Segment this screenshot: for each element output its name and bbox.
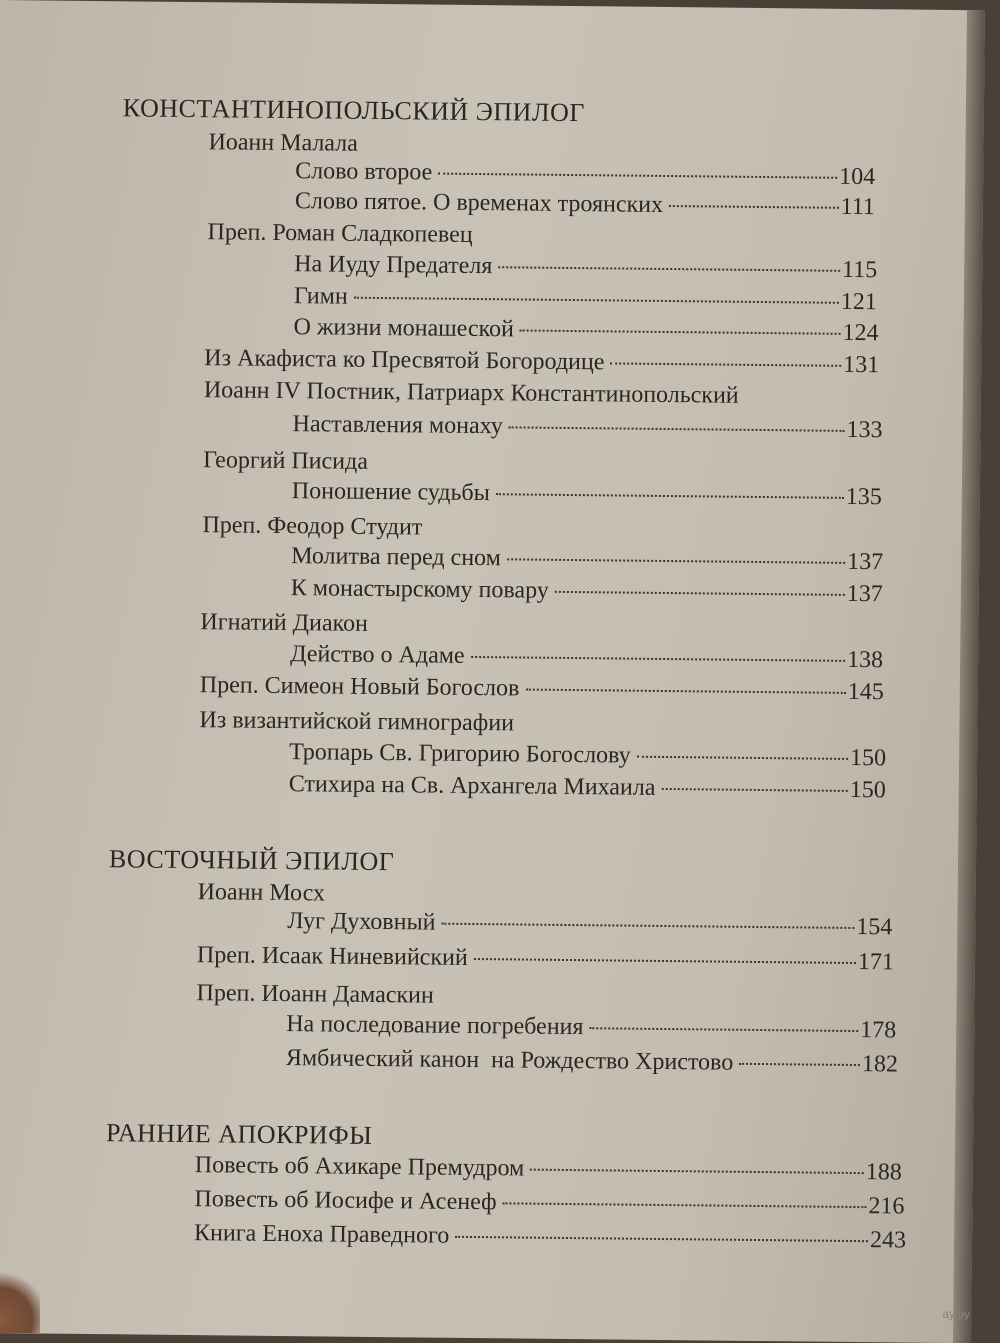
entry-title: Книга Еноха Праведного (194, 1220, 456, 1250)
entry-title: Поношение судьбы (292, 478, 496, 507)
dot-leader (455, 1236, 868, 1242)
entry-title: Повесть об Ахикаре Премудром (195, 1152, 531, 1183)
entry-page: 150 (848, 777, 886, 804)
entry-title: Гимн (294, 283, 354, 311)
dot-leader (525, 689, 845, 694)
entry-page: 135 (844, 484, 882, 511)
entry-page: 137 (845, 581, 883, 608)
entry-page: 188 (864, 1159, 902, 1186)
dot-leader (438, 173, 837, 179)
dot-leader (498, 266, 840, 272)
author-heading: Игнатий Диакон (200, 609, 368, 638)
dot-leader (637, 756, 848, 760)
entry-page: 131 (841, 352, 879, 379)
dot-leader (471, 656, 845, 662)
entry-title: Слово второе (295, 158, 438, 186)
toc-entry (194, 1186, 904, 1223)
toc-entry (286, 1045, 898, 1081)
entry-page: 243 (868, 1227, 906, 1254)
entry-page: 137 (845, 549, 883, 576)
section-heading: РАННИЕ АПОКРИФЫ (106, 1118, 373, 1151)
entry-title: Луг Духовный (287, 908, 441, 937)
toc-entry (197, 942, 894, 979)
section-heading: КОНСТАНТИНОПОЛЬСКИЙ ЭПИЛОГ (123, 93, 585, 128)
dot-leader (474, 958, 856, 964)
toc-entry (291, 575, 883, 611)
toc-entry (292, 411, 882, 447)
finger-thumb (0, 1270, 40, 1333)
author-heading: Иоанн Мосх (198, 879, 326, 907)
toc-entry (294, 283, 877, 319)
entry-title: Наставления монаху (292, 411, 508, 440)
author-heading: Преп. Роман Сладкопевец (207, 219, 472, 249)
toc-entry (289, 771, 886, 807)
entry-title: Действо о Адаме (290, 641, 471, 670)
toc-entry (291, 543, 883, 579)
dot-leader (520, 329, 841, 334)
entry-title: На Иуду Предателя (294, 251, 498, 280)
toc-entry (200, 672, 884, 709)
entry-title: Слово пятое. О временах троянских (295, 188, 669, 219)
entry-page: 154 (854, 914, 892, 941)
author-heading: Георгий Писида (203, 447, 368, 476)
entry-page: 138 (845, 647, 883, 674)
toc-entry (194, 1220, 906, 1257)
entry-page: 111 (839, 194, 875, 221)
dot-leader (669, 205, 839, 209)
entry-page: 150 (848, 745, 886, 772)
toc-entry (204, 345, 879, 382)
dot-leader (496, 493, 844, 499)
dot-leader (530, 1169, 864, 1174)
dot-leader (509, 426, 845, 432)
toc-entry (286, 1011, 896, 1047)
toc-entry (195, 1152, 902, 1189)
toc-entry (289, 739, 886, 775)
entry-page: 182 (860, 1051, 898, 1078)
dot-leader (555, 591, 845, 596)
entry-page: 178 (858, 1017, 896, 1044)
toc-entry (294, 251, 877, 287)
toc-entry (295, 188, 875, 224)
entry-title: Тропарь Св. Григорию Богослову (289, 739, 637, 770)
author-heading: Из византийской гимнографии (199, 707, 514, 737)
entry-title: Ямбический канон на Рождество Христово (286, 1045, 740, 1077)
toc-entry (293, 314, 878, 350)
author-heading: Преп. Феодор Студит (202, 512, 422, 541)
entry-title: О жизни монашеской (293, 314, 520, 343)
entry-page: 171 (856, 949, 894, 976)
watermark: ay.by (942, 1307, 970, 1321)
author-heading: Иоанн IV Постник, Патриарх Константинопольский (204, 377, 739, 410)
dot-leader (441, 923, 854, 929)
dot-leader (507, 558, 845, 564)
entry-page: 216 (866, 1193, 904, 1220)
dot-leader (589, 1027, 858, 1032)
section-heading: ВОСТОЧНЫЙ ЭПИЛОГ (109, 844, 395, 877)
entry-page: 115 (840, 257, 877, 284)
entry-title: Повесть об Иосифе и Асенеф (194, 1186, 502, 1216)
entry-title: Преп. Симеон Новый Богослов (200, 672, 526, 702)
toc-entry (287, 908, 892, 944)
entry-page: 145 (846, 679, 884, 706)
entry-title: Из Акафиста ко Пресвятой Богородице (204, 345, 610, 376)
dot-leader (610, 362, 841, 366)
entry-page: 121 (839, 289, 877, 316)
entry-title: К монастырскому повару (291, 575, 555, 605)
entry-page: 104 (837, 164, 875, 191)
entry-title: Преп. Исаак Ниневийский (197, 942, 474, 972)
toc-entry (290, 641, 883, 677)
toc-entry (292, 478, 882, 514)
dot-leader (661, 788, 847, 792)
entry-title: Стихира на Св. Архангела Михаила (289, 771, 662, 802)
author-heading: Иоанн Малала (208, 129, 358, 158)
dot-leader (503, 1202, 867, 1208)
dot-leader (354, 297, 839, 304)
entry-page: 133 (844, 417, 882, 444)
dot-leader (739, 1063, 860, 1066)
entry-page: 124 (840, 320, 878, 347)
author-heading: Преп. Иоанн Дамаскин (196, 980, 433, 1009)
entry-title: На последование погребения (286, 1011, 590, 1041)
entry-title: Молитва перед сном (291, 543, 507, 572)
